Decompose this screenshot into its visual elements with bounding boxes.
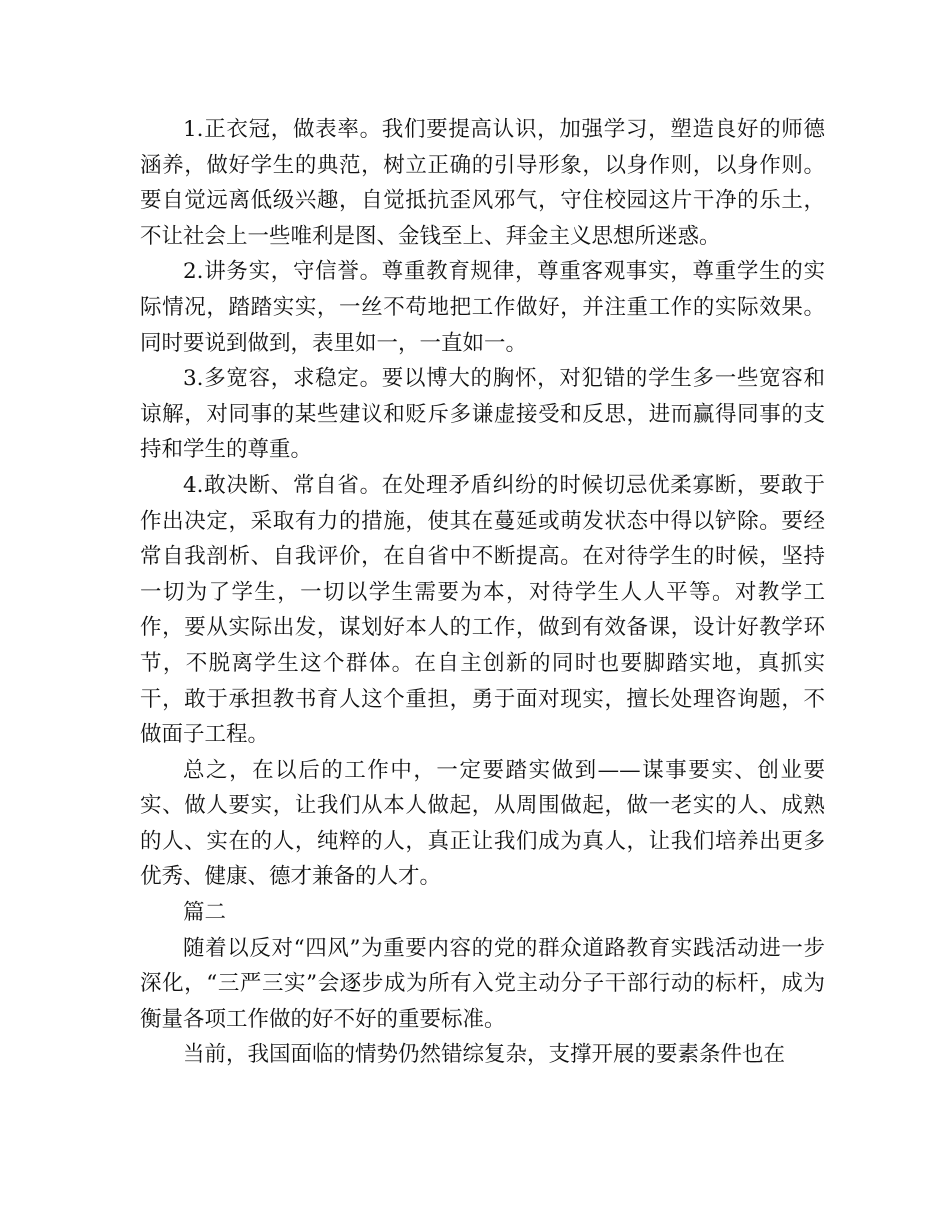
document-body xyxy=(140,112,825,1073)
paragraph-1: 1.正衣冠，做表率。我们要提高认识，加强学习，塑造良好的师德涵养，做好学生的典范，树立正确的引导形象，以身作则，以身作则。要自觉远离低级兴趣，自觉抵抗歪风邪气，守住校园这片干净的乐土，不让社会上一些唯利是图、金钱至上、拜金主义思想所迷惑。 xyxy=(140,117,825,249)
paragraph-3: 3.多宽容，求稳定。要以博大的胸怀，对犯错的学生多一些宽容和谅解，对同事的某些建议和贬斥多谦虚接受和反思，进而赢得同事的支持和学生的尊重。 xyxy=(140,366,825,463)
paragraph-4: 4.敢决断、常自省。在处理矛盾纠纷的时候切忌优柔寡断，要敢于作出决定，采取有力的措施，使其在蔓延或萌发状态中得以铲除。要经常自我剖析、自我评价，在自省中不断提高。在对待学生的时候，坚持一切为了学生，一切以学生需要为本，对待学生人人平等。对教学工作，要从实际出发，谋划好本人的工作，做到有效备课，设计好教学环节，不脱离学生这个群体。在自主创新的同时也要脚踏实地，真抓实干，敢于承担教书育人这个重担，勇于面对现实，擅长处理咨询题，不做面子工程。 xyxy=(140,472,825,748)
section-paragraph-2: 当前，我国面临的情势仍然错综复杂，支撑开展的要素条件也在 xyxy=(183,1042,786,1068)
section-paragraph-1: 随着以反对“四风”为重要内容的党的群众道路教育实践活动进一步深化，“三严三实”会逐步成为所有入党主动分子干部行动的标杆，成为衡量各项工作做的好不好的重要标准。 xyxy=(140,935,825,1032)
section-heading: 篇二 xyxy=(183,900,227,926)
paragraph-2: 2.讲务实，守信誉。尊重教育规律，尊重客观事实，尊重学生的实际情况，踏踏实实，一丝不苟地把工作做好，并注重工作的实际效果。同时要说到做到，表里如一，一直如一。 xyxy=(140,259,825,356)
paragraph-summary: 总之，在以后的工作中，一定要踏实做到——谋事要实、创业要实、做人要实，让我们从本人做起，从周围做起，做一老实的人、成熟的人、实在的人，纯粹的人，真正让我们成为真人，让我们培养出更多优秀、健康、德才兼备的人才。 xyxy=(140,757,825,890)
